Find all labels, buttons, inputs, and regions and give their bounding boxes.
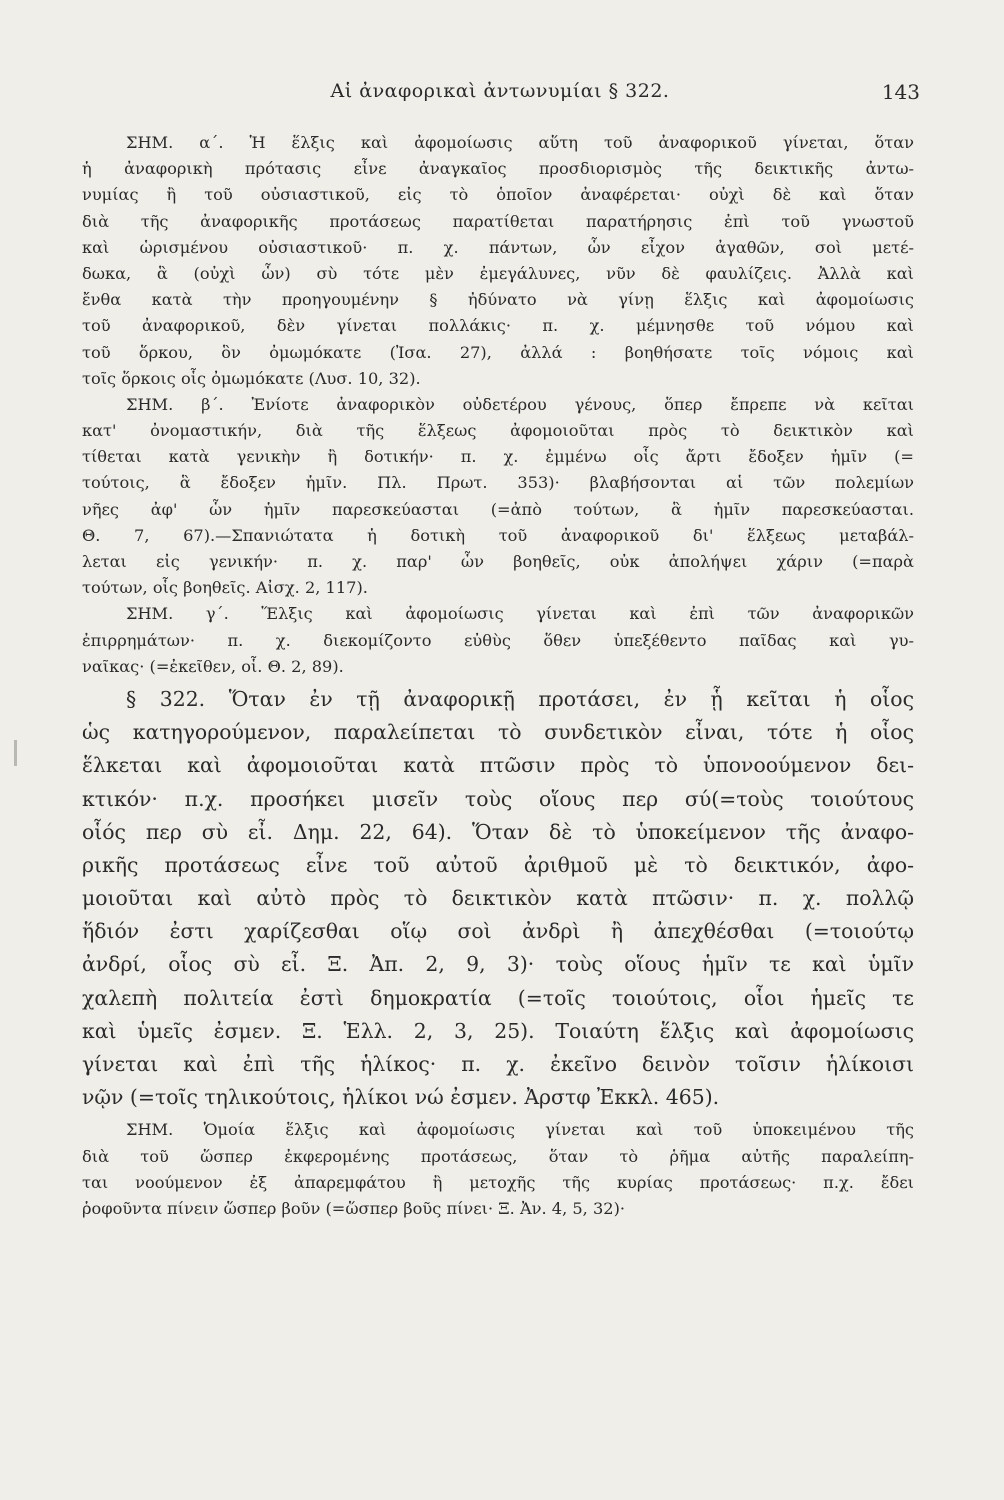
text-line: Θ. 7, 67).—Σπανιώτατα ἡ δοτικὴ τοῦ ἀναφορικοῦ δι' ἕλξεως μεταβάλ-: [82, 525, 914, 545]
text-line: κτικόν· π.χ. προσήκει μισεῖν τοὺς οἵους περ σύ(=τοὺς τοιούτους: [82, 786, 914, 811]
text-line: νῷν (=τοῖς τηλικούτοις, ἡλίκοι νώ ἐσμεν. Ἀρστφ Ἐκκλ. 465).: [82, 1085, 720, 1110]
text-line: καὶ ὡρισμένου οὐσιαστικοῦ· π. χ. πάντων, ὧν εἶχον ἀγαθῶν, σοὶ μετέ-: [82, 237, 914, 257]
text-line: κατ' ὀνομαστικήν, διὰ τῆς ἕλξεως ἀφομοιοῦται πρὸς τὸ δεικτικὸν καὶ: [82, 421, 914, 441]
text-line: ῥοφοῦντα πίνειν ὥσπερ βοῦν (=ὥσπερ βοῦς πίνει· Ξ. Ἀν. 4, 5, 32)·: [82, 1198, 626, 1218]
text-line: ἔνθα κατὰ τὴν προηγουμένην § ἠδύνατο νὰ γίνῃ ἕλξις καὶ ἀφομοίωσις: [82, 290, 914, 310]
text-line: τούτοις, ἃ ἔδοξεν ἡμῖν. Πλ. Πρωτ. 353)· βλαβήσονται αἱ τῶν πολεμίων: [82, 473, 914, 493]
text-line: ΣΗΜ. β΄. Ἐνίοτε ἀναφορικὸν οὐδετέρου γένους, ὅπερ ἔπρεπε νὰ κεῖται: [126, 394, 914, 414]
text-line: νῆες ἀφ' ὧν ἡμῖν παρεσκεύασται (=ἀπὸ τούτων, ἃ ἡμῖν παρεσκεύασται.: [82, 499, 914, 519]
text-line: χαλεπὴ πολιτεία ἐστὶ δημοκρατία (=τοῖς τοιούτοις, οἷοι ἡμεῖς τε: [82, 985, 914, 1010]
note-beta: [82, 392, 914, 602]
text-line: ὡς κατηγορούμενον, παραλείπεται τὸ συνδετικὸν εἶναι, τότε ἡ οἷος: [82, 720, 914, 745]
text-line: οἷός περ σὺ εἶ. Δημ. 22, 64). Ὅταν δὲ τὸ ὑποκείμενον τῆς ἀναφο-: [82, 819, 914, 844]
page-header: [100, 80, 920, 112]
text-line: ἡ ἀναφορικὴ πρότασις εἶνε ἀναγκαῖος προσδιορισμὸς τῆς δεικτικῆς ἀντω-: [82, 159, 914, 179]
text-line: ρικῆς προτάσεως εἶνε τοῦ αὐτοῦ ἀριθμοῦ μὲ τὸ δεικτικόν, ἀφο-: [82, 852, 914, 877]
text-line: τίθεται κατὰ γενικὴν ἢ δοτικήν· π. χ. ἐμμένω οἷς ἄρτι ἔδοξεν ἡμῖν (=: [82, 447, 914, 467]
text-line: ται νοούμενον ἐξ ἀπαρεμφάτου ἢ μετοχῆς τῆς κυρίας προτάσεως· π.χ. ἔδει: [82, 1172, 914, 1192]
text-line: § 322. Ὅταν ἐν τῇ ἀναφορικῇ προτάσει, ἐν ᾗ κεῖται ἡ οἷος: [126, 686, 914, 711]
note-gamma: [82, 601, 914, 680]
text-line: ἕλκεται καὶ ἀφομοιοῦται κατὰ πτῶσιν πρὸς τὸ ὑπονοούμενον δει-: [82, 753, 914, 778]
text-line: ναῖκας· (=ἐκεῖθεν, οἷ. Θ. 2, 89).: [82, 656, 344, 676]
running-head: Αἱ ἀναφορικαὶ ἀντωνυμίαι § 322.: [330, 80, 670, 102]
text-line: ΣΗΜ. γ΄. Ἕλξις καὶ ἀφομοίωσις γίνεται καὶ ἐπὶ τῶν ἀναφορικῶν: [126, 604, 914, 624]
text-line: ἀνδρί, οἷος σὺ εἶ. Ξ. Ἀπ. 2, 9, 3)· τοὺς οἵους ἡμῖν τε καὶ ὑμῖν: [82, 952, 914, 977]
text-line: τούτων, οἷς βοηθεῖς. Αἰσχ. 2, 117).: [82, 578, 368, 598]
text-line: δωκα, ἃ (οὐχὶ ὧν) σὺ τότε μὲν ἐμεγάλυνες, νῦν δὲ φαυλίζεις. Ἀλλὰ καὶ: [82, 263, 914, 283]
text-line: ἐπιρρημάτων· π. χ. διεκομίζοντο εὐθὺς ὅθεν ὑπεξέθεντο παῖδας καὶ γυ-: [82, 630, 914, 650]
text-line: διὰ τῆς ἀναφορικῆς προτάσεως παρατίθεται παρατήρησις ἐπὶ τοῦ γνωστοῦ: [82, 211, 914, 231]
note-section-322: [82, 1117, 914, 1222]
section-322: [82, 683, 914, 1114]
text-line: λεται εἰς γενικήν· π. χ. παρ' ὧν βοηθεῖς, οὐκ ἀπολήψει χάριν (=παρὰ: [82, 552, 914, 571]
text-line: τοῖς ὅρκοις οἷς ὀμωμόκατε (Λυσ. 10, 32).: [82, 368, 421, 388]
text-line: μοιοῦται καὶ αὐτὸ πρὸς τὸ δεικτικὸν κατὰ πτῶσιν· π. χ. πολλῷ: [82, 886, 914, 911]
text-line: ΣΗΜ. α΄. Ἡ ἕλξις καὶ ἀφομοίωσις αὕτη τοῦ ἀναφορικοῦ γίνεται, ὅταν: [126, 133, 914, 152]
page-number: 143: [881, 80, 920, 104]
note-alpha: [82, 130, 914, 392]
text-line: γίνεται καὶ ἐπὶ τῆς ἡλίκος· π. χ. ἐκεῖνο δεινὸν τοῖσιν ἡλίκοισι: [82, 1052, 914, 1076]
text-line: τοῦ ὅρκου, ὃν ὀμωμόκατε (Ἰσα. 27), ἀλλά : βοηθήσατε τοῖς νόμοις καὶ: [82, 342, 914, 362]
text-line: νυμίας ἢ τοῦ οὐσιαστικοῦ, εἰς τὸ ὁποῖον ἀναφέρεται· οὐχὶ δὲ καὶ ὅταν: [82, 185, 914, 205]
text-line: τοῦ ἀναφορικοῦ, δὲν γίνεται πολλάκις· π. χ. μέμνησθε τοῦ νόμου καὶ: [82, 316, 914, 336]
text-line: ἥδιόν ἐστι χαρίζεσθαι οἵῳ σοὶ ἀνδρὶ ἢ ἀπεχθέσθαι (=τοιούτῳ: [82, 919, 914, 944]
page-body: [82, 130, 914, 1222]
margin-mark: [14, 740, 17, 766]
text-line: ΣΗΜ. Ὁμοία ἕλξις καὶ ἀφομοίωσις γίνεται καὶ τοῦ ὑποκειμένου τῆς: [126, 1120, 914, 1140]
text-line: καὶ ὑμεῖς ἐσμεν. Ξ. Ἑλλ. 2, 3, 25). Τοιαύτη ἕλξις καὶ ἀφομοίωσις: [82, 1018, 914, 1043]
text-line: διὰ τοῦ ὥσπερ ἐκφερομένης προτάσεως, ὅταν τὸ ῥῆμα αὐτῆς παραλείπη-: [82, 1146, 914, 1166]
